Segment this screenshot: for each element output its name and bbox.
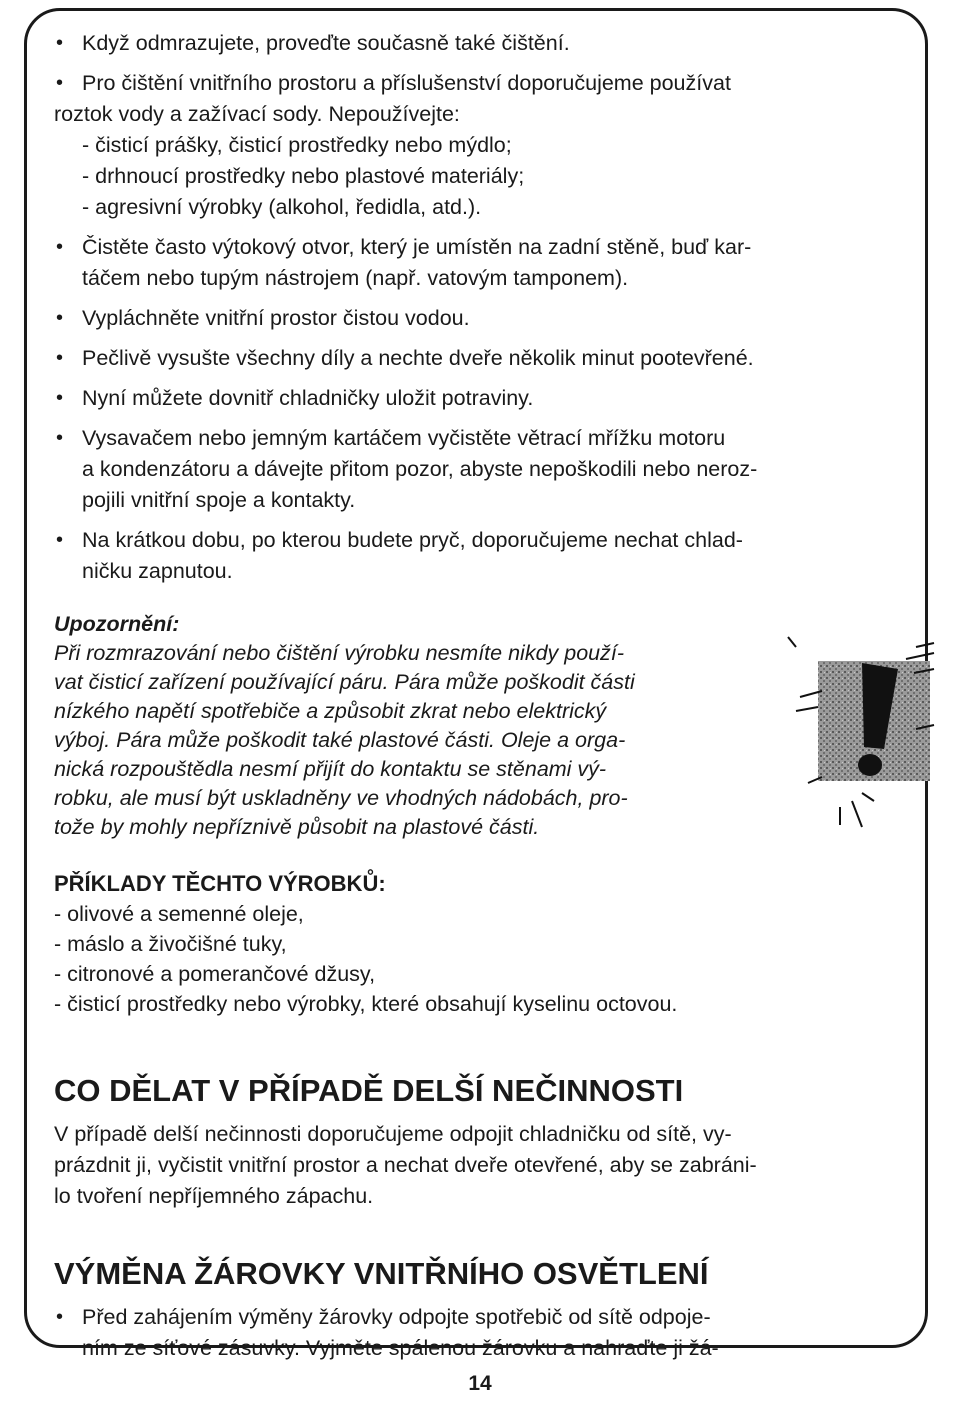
bullet-line: - drhnoucí prostředky nebo plastové materiály; <box>82 164 525 188</box>
warning-text <box>54 639 754 842</box>
bullet-line: a kondenzátoru a dávejte přitom pozor, abyste nepoškodili nebo neroz- <box>82 457 758 481</box>
bullet-line: • Pro čištění vnitřního prostoru a příslušenství doporučujeme používat <box>82 71 731 95</box>
bullet-dry <box>54 343 914 374</box>
bulb-bullet-list <box>54 1302 914 1364</box>
bullet-short-absence <box>54 525 914 587</box>
exclamation-warning-icon <box>766 629 936 829</box>
paragraph-line: V případě delší nečinnosti doporučujeme odpojit chladničku od sítě, vy- <box>54 1122 732 1146</box>
inactivity-heading: CO DĚLAT V PŘÍPADĚ DELŠÍ NEČINNOSTI <box>54 1073 684 1108</box>
bullet-line: táčem nebo tupým nástrojem (např. vatovým tamponem). <box>82 266 629 290</box>
bullet-line: • Nyní můžete dovnitř chladničky uložit potraviny. <box>82 386 534 410</box>
warning-title: Upozornění: <box>54 612 180 636</box>
bullet-bulb-replacement <box>54 1302 914 1364</box>
bullet-store-food <box>54 383 914 414</box>
warning-line: nická rozpouštědla nesmí přijít do kontaktu se stěnami vý- <box>54 757 607 781</box>
bullet-cleaning-solution <box>54 68 914 223</box>
bullet-drain-hole <box>54 232 914 294</box>
examples-title: PŘÍKLADY TĚCHTO VÝROBKŮ: <box>54 871 386 896</box>
examples-block <box>54 869 914 1019</box>
warning-line: nízkého napětí spotřebiče a způsobit zkrat nebo elektrický <box>54 699 607 723</box>
page-number: 14 <box>468 1372 492 1395</box>
warning-line: robku, ale musí být uskladněny ve vhodných nádobách, pro- <box>54 786 628 810</box>
bullet-line: • Čistěte často výtokový otvor, který je umístěn na zadní stěně, buď kar- <box>82 235 752 259</box>
examples-item: - olivové a semenné oleje, <box>54 902 304 926</box>
bullet-line: • Na krátkou dobu, po kterou budete pryč, doporučujeme nechat chlad- <box>82 528 743 552</box>
warning-line: výboj. Pára může poškodit také plastové části. Oleje a orga- <box>54 728 626 752</box>
examples-item: - čisticí prostředky nebo výrobky, které obsahují kyselinu octovou. <box>54 992 678 1016</box>
bullet-rinse <box>54 303 914 334</box>
bullet-line: pojili vnitřní spoje a kontakty. <box>82 488 356 512</box>
bullet-line: - agresivní výrobky (alkohol, ředidla, atd.). <box>82 195 482 219</box>
bullet-vacuum-grille <box>54 423 914 516</box>
paragraph-line: prázdnit ji, vyčistit vnitřní prostor a nechat dveře otevřené, aby se zabráni- <box>54 1153 757 1177</box>
bullet-line: ním ze síťové zásuvky. Vyjměte spálenou žárovku a nahraďte ji žá- <box>82 1336 719 1360</box>
warning-line: Při rozmrazování nebo čištění výrobku nesmíte nikdy použí- <box>54 641 625 665</box>
bullet-line: roztok vody a zažívací sody. Nepoužívejte: <box>54 102 460 126</box>
bullet-defrost-cleaning <box>54 28 914 59</box>
inactivity-paragraph <box>54 1119 904 1212</box>
bulb-heading: VÝMĚNA ŽÁROVKY VNITŘNÍHO OSVĚTLENÍ <box>54 1256 709 1291</box>
bullet-line: • Vypláchněte vnitřní prostor čistou vodou. <box>82 306 470 330</box>
cleaning-bullet-list <box>54 28 914 587</box>
examples-item: - máslo a živočišné tuky, <box>54 932 287 956</box>
paragraph-line: lo tvoření nepříjemného zápachu. <box>54 1184 374 1208</box>
bullet-line: • Před zahájením výměny žárovky odpojte spotřebič od sítě odpoje- <box>82 1305 711 1329</box>
bullet-line: • Když odmrazujete, proveďte současně také čištění. <box>82 31 570 55</box>
warning-block <box>54 609 914 839</box>
bullet-line: • Vysavačem nebo jemným kartáčem vyčistěte větrací mřížku motoru <box>82 426 726 450</box>
bullet-line: - čisticí prášky, čisticí prostředky nebo mýdlo; <box>82 133 512 157</box>
examples-item: - citronové a pomerančové džusy, <box>54 962 376 986</box>
warning-line: tože by mohly nepříznivě působit na plastové části. <box>54 815 540 839</box>
bullet-line: ničku zapnutou. <box>82 559 233 583</box>
bullet-line: • Pečlivě vysušte všechny díly a nechte dveře několik minut pootevřené. <box>82 346 754 370</box>
warning-line: vat čisticí zařízení používající páru. Pára může poškodit části <box>54 670 635 694</box>
page-content <box>54 28 914 1373</box>
